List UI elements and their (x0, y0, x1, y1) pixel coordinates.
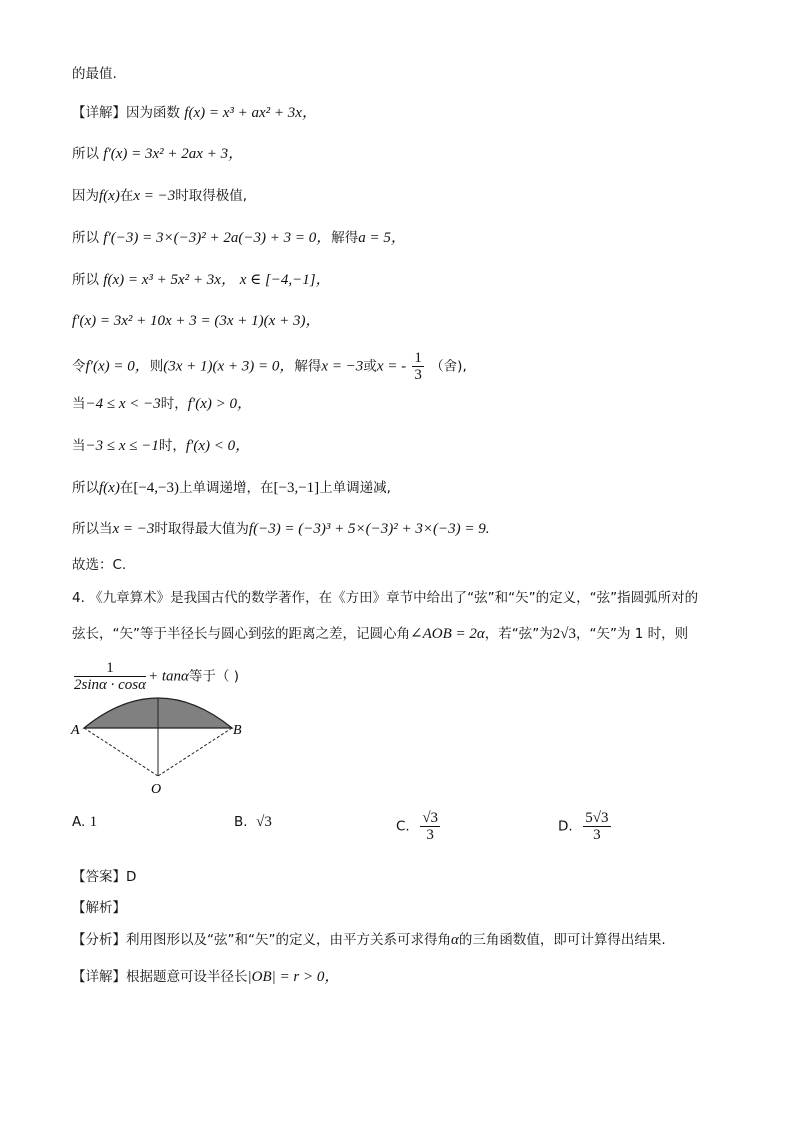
choice-line: 故选：C. (72, 557, 127, 573)
line-9: 当−4 ≤ x < −3时，f′(x) > 0， (72, 396, 252, 412)
chord-segment-figure (66, 688, 256, 800)
answer-value: D (126, 869, 137, 885)
question-4-line-2: 弦长，“矢”等于半径长与圆心到弦的距离之差，记圆心角∠AOB = 2α，若“弦”为2√3，“矢”为 1 时，则 (72, 626, 689, 642)
answer-line (72, 867, 136, 887)
option-d[interactable]: D. $\frac{5√3}{3}$ (558, 810, 609, 843)
detail-line: 【详解】根据题意可设半径长|OB| = r > 0， (72, 969, 340, 985)
fraction: $\frac{√3}{3}$ (422, 810, 439, 843)
option-b[interactable]: B. √3 (234, 814, 272, 830)
detail-tag: 【详解】 (72, 969, 126, 985)
line-10: 当−3 ≤ x ≤ −1时，f′(x) < 0， (72, 438, 251, 454)
fraction: $\frac{1}{3}$ (414, 350, 422, 383)
question-4-line-1: 4. 《九章算术》是我国古代的数学著作，在《方田》章节中给出了“弦”和“矢”的定义，“弦”指圆弧所对的 (72, 590, 699, 606)
radius-oa (84, 728, 158, 776)
label-a: A (71, 723, 80, 738)
line-1: 的最值. (72, 66, 117, 82)
line-12: 所以当x = −3时取得最大值为f(−3) = (−3)³ + 5×(−3)² + 3×(−3) = 9. (72, 521, 490, 537)
line-11: 所以f(x)在[−4,−3)上单调递增，在[−3,−1]上单调递减, (72, 480, 391, 496)
line-4: 因为f(x)在x = −3时取得极值, (72, 188, 248, 204)
label-o: O (151, 782, 162, 797)
analysis-tag: 【分析】 (72, 932, 126, 948)
question-4-expression: $\frac{1}{2\sin\alpha \cdot \cos\alpha}$ + tanα等于（ ) (74, 660, 239, 693)
line-5: 所以 f′(−3) = 3×(−3)² + 2a(−3) + 3 = 0，解得a = 5， (72, 230, 406, 246)
label-b: B (233, 723, 242, 738)
line-8: 令f′(x) = 0，则(3x + 1)(x + 3) = 0，解得x = −3或x = - $\frac{1}{3}$ （舍), (72, 350, 467, 383)
radius-ob (158, 728, 232, 776)
option-c[interactable]: C. $\frac{√3}{3}$ (396, 810, 439, 843)
line-6: 所以 f(x) = x³ + 5x² + 3x， x ∈ [−4,−1]， (72, 272, 331, 288)
answer-tag: 【答案】 (72, 869, 126, 885)
fraction: $\frac{5√3}{3}$ (585, 810, 609, 843)
line-2: 【详解】因为函数 f(x) = x³ + ax² + 3x， (72, 105, 317, 121)
option-a[interactable]: A. 1 (72, 814, 98, 830)
fraction: $\frac{1}{2\sin\alpha \cdot \cos\alpha}$ (74, 660, 146, 693)
analysis-heading: 【解析】 (72, 900, 126, 916)
line-7: f′(x) = 3x² + 10x + 3 = (3x + 1)(x + 3)， (72, 313, 321, 329)
formula: f′(x) = 3x² + 2ax + 3， (103, 146, 244, 162)
formula: f(x) = x³ + ax² + 3x， (184, 105, 317, 121)
detail-tag: 【详解】 (72, 105, 126, 121)
analysis-line: 【分析】利用图形以及“弦”和“矢”的定义，由平方关系可求得角α的三角函数值，即可计算得出结果. (72, 932, 666, 948)
line-3: 所以 f′(x) = 3x² + 2ax + 3， (72, 146, 244, 162)
